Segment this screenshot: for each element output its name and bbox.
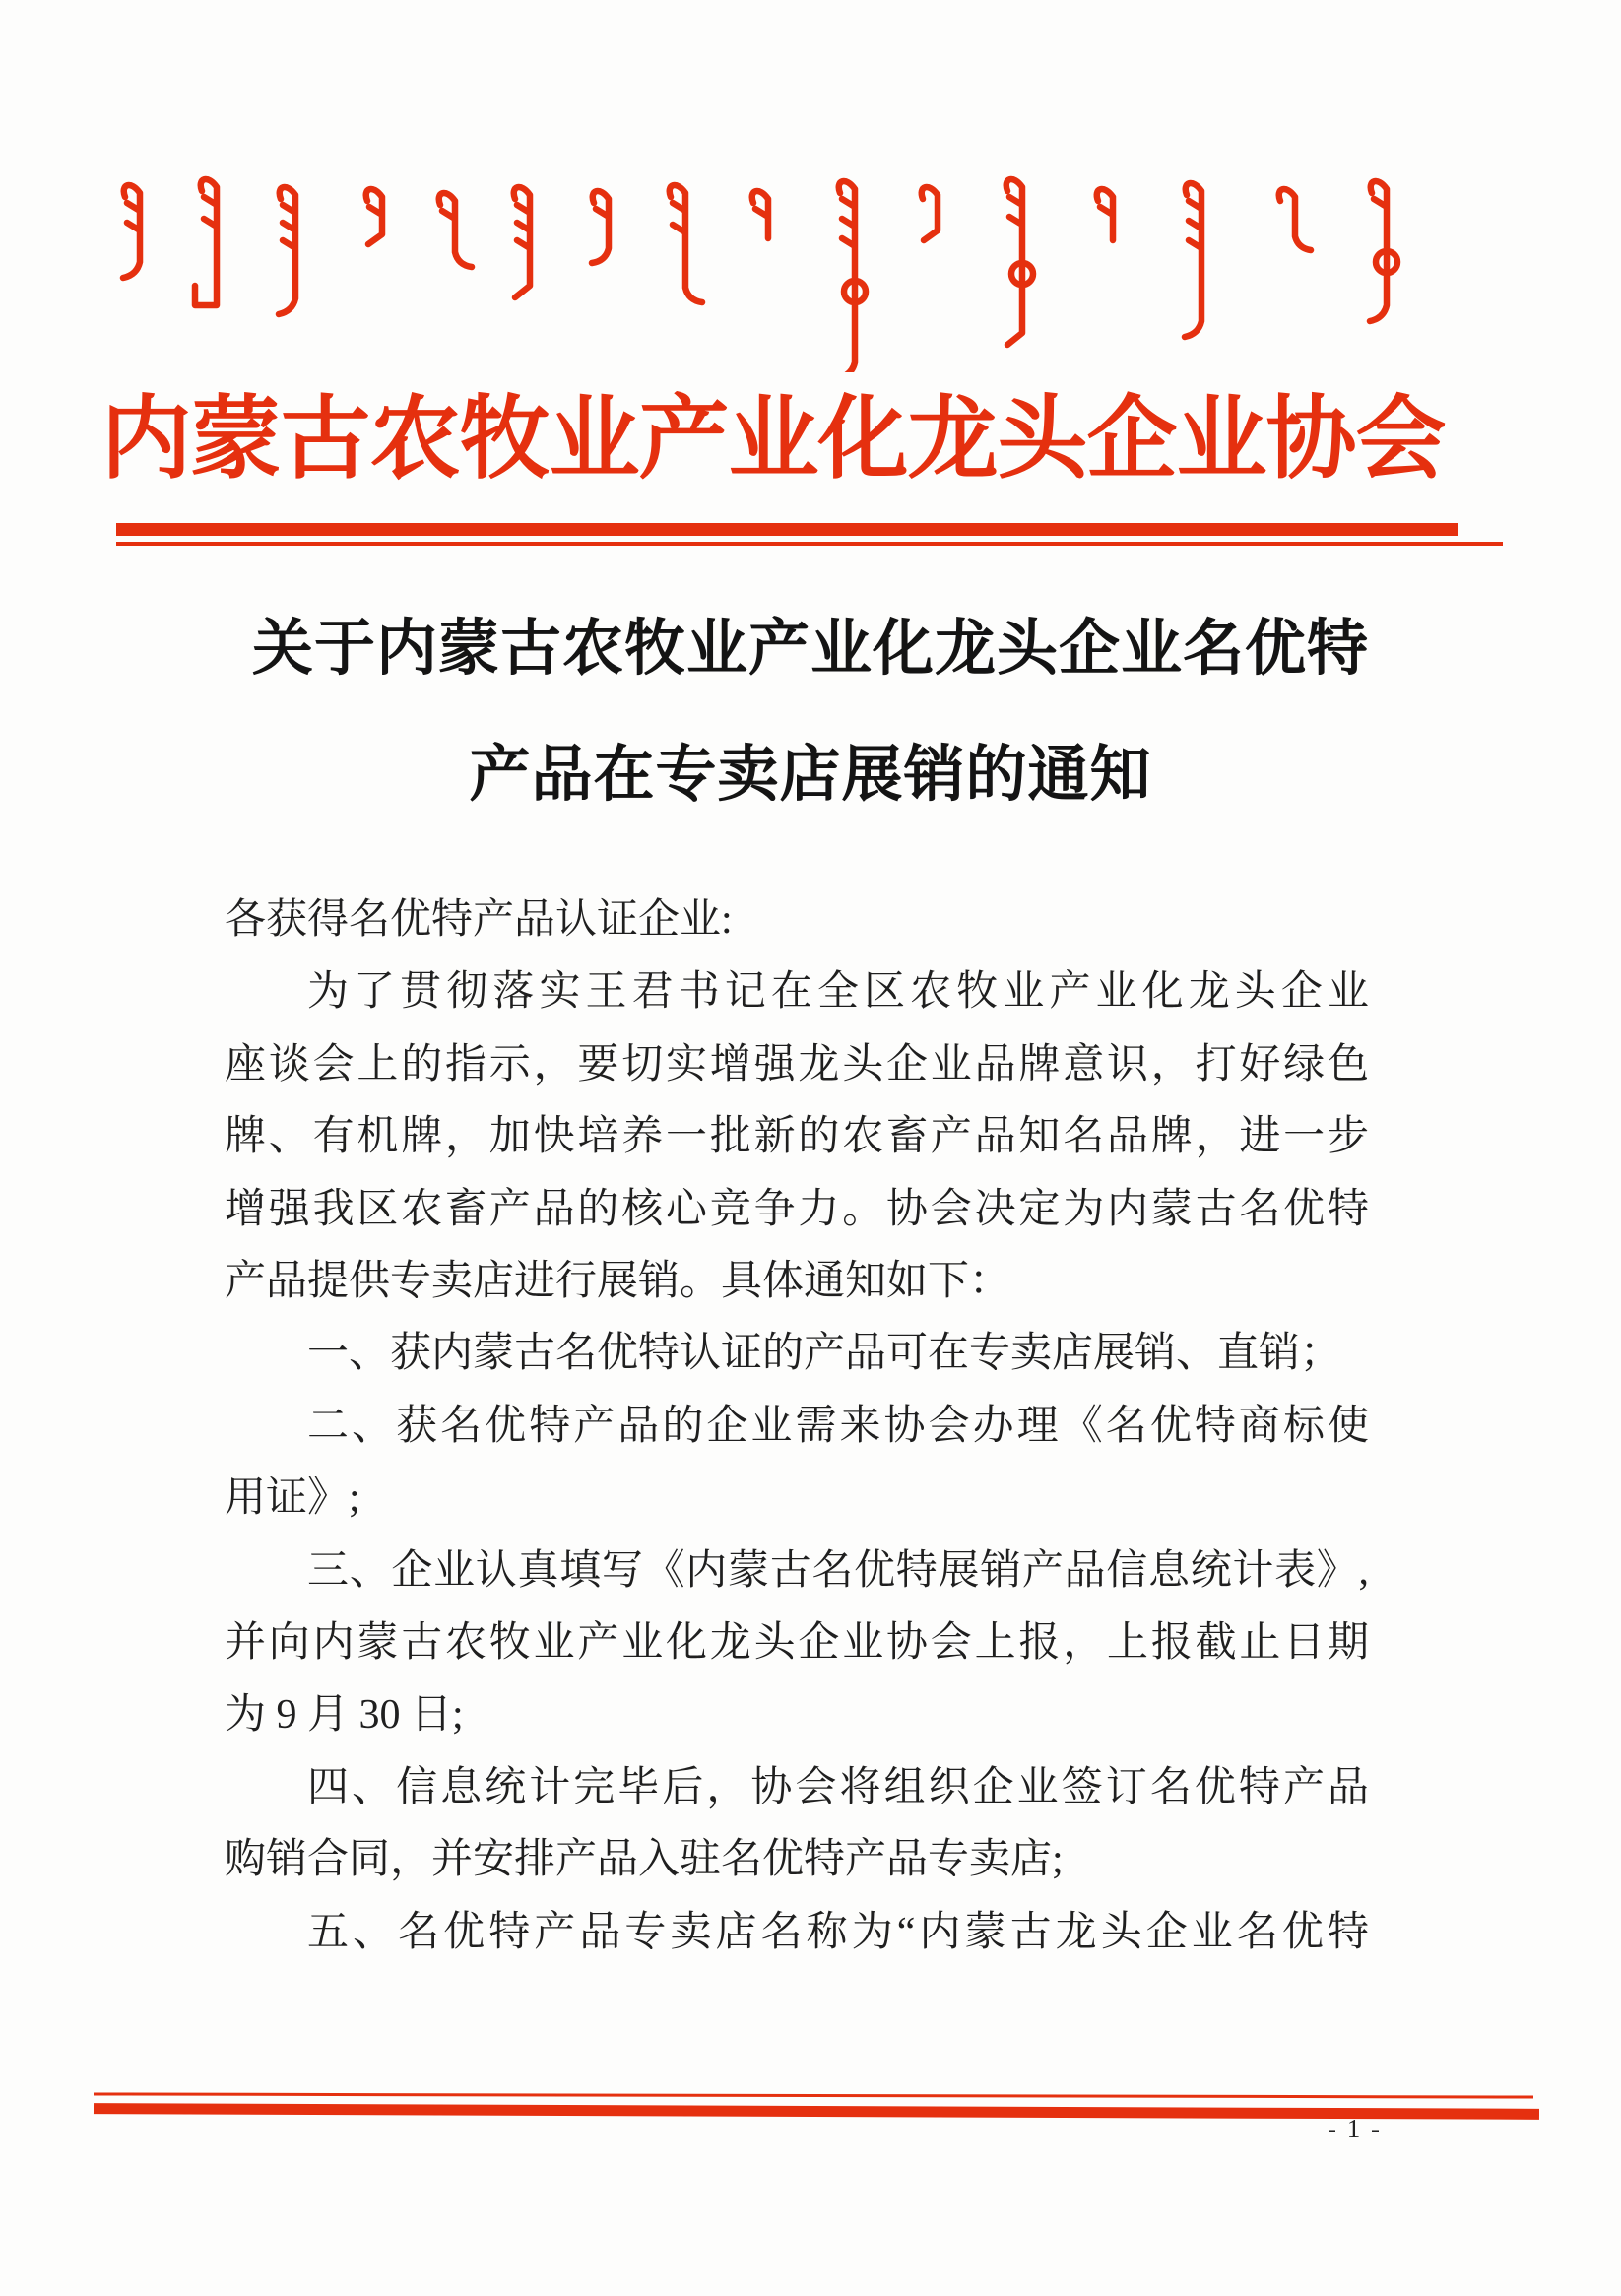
notice-body-line: 产品提供专卖店进行展销。具体通知如下： [225,1259,1011,1305]
notice-body-line: 并向内蒙古农牧业产业化龙头企业协会上报，上报截止日期 [225,1620,1369,1667]
notice-title-line1: 关于内蒙古农牧业产业化龙头企业名优特 [251,616,1369,683]
notice-body [225,885,1369,1969]
footer-rule-thick [94,2103,1539,2120]
notice-body-line: 一、获内蒙古名优特认证的产品可在专卖店展销、直销； [307,1331,1342,1377]
notice-body-line: 为了贯彻落实王君书记在全区农牧业产业化龙头企业 [307,969,1369,1016]
mongolian-vertical-script [118,136,1438,372]
notice-body-line: 五、名优特产品专卖店名称为“内蒙古龙头企业名优特 [307,1909,1369,1955]
header-rule-thin [116,542,1503,546]
notice-body-line: 座谈会上的指示，要切实增强龙头企业品牌意识，打好绿色 [225,1041,1369,1087]
org-title: 内蒙古农牧业产业化龙头企业协会 [100,389,1446,490]
notice-body-line: 增强我区农畜产品的核心竞争力。协会决定为内蒙古名优特 [225,1186,1369,1232]
notice-body-line: 为 9 月 30 日; [225,1692,464,1738]
notice-body-line: 牌、有机牌，加快培养一批新的农畜产品知名品牌，进一步 [225,1114,1369,1160]
notice-body-line: 用证》; [225,1476,360,1522]
notice-body-line: 二、获名优特产品的企业需来协会办理《名优特商标使 [307,1403,1369,1449]
header-rule-thick [116,523,1458,536]
notice-title-line2: 产品在专卖店展销的通知 [469,742,1152,809]
notice-body-line: 三、企业认真填写《内蒙古名优特展销产品信息统计表》, [307,1547,1369,1594]
notice-body-line: 购销合同，并安排产品入驻名优特产品专卖店; [225,1837,1064,1883]
page-number: - 1 - [1328,2114,1382,2143]
salutation: 各获得名优特产品认证企业: [225,897,733,943]
footer-rule-thin [94,2092,1533,2098]
notice-body-line: 四、信息统计完毕后，协会将组织企业签订名优特产品 [307,1764,1369,1810]
notice-paragraph-lines [225,956,1369,1969]
